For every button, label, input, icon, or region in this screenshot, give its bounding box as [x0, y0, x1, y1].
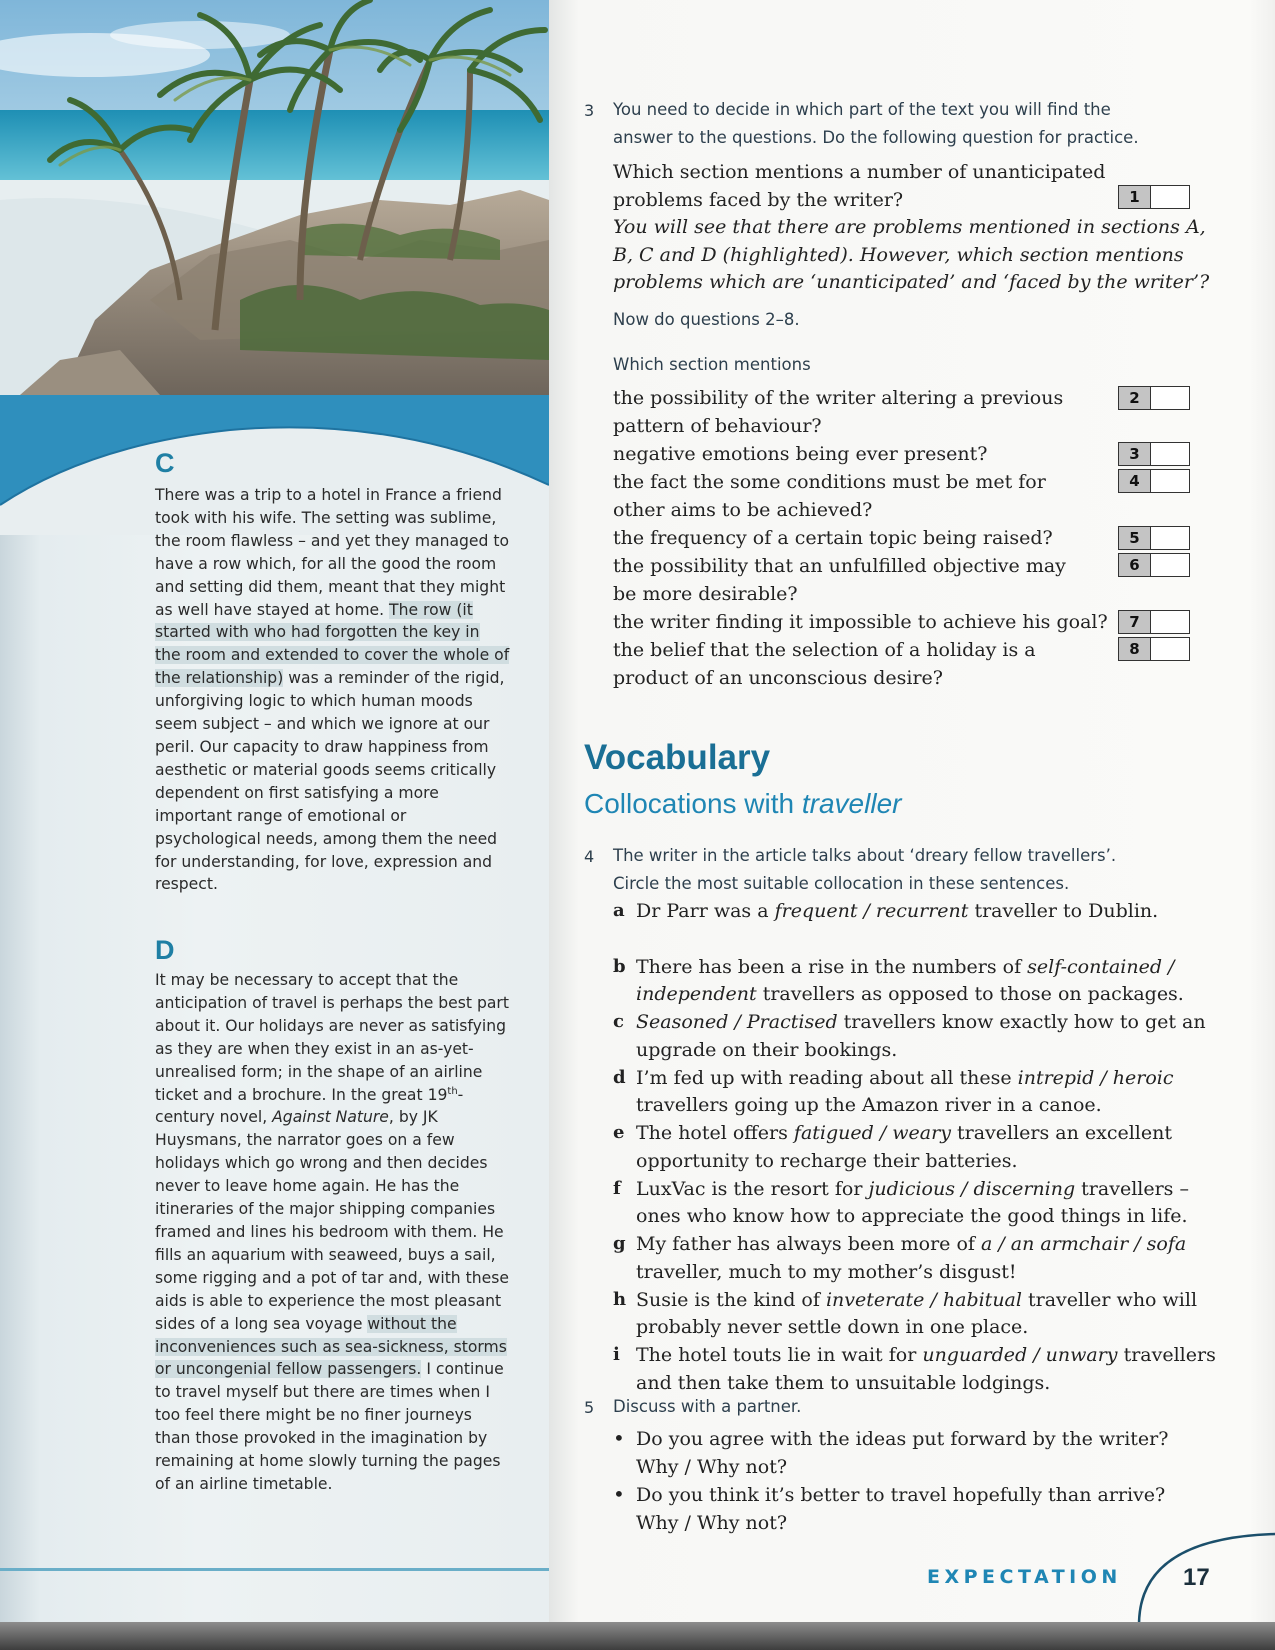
- collocation-options[interactable]: inveterate / habitual: [825, 1288, 1022, 1311]
- sentence-fragment: and then take them to unsuitable lodgings.: [636, 1371, 1051, 1394]
- item-letter: d: [613, 1066, 626, 1088]
- collocation-sentence-line: [636, 1203, 1188, 1231]
- question-5-instruction: Discuss with a partner.: [613, 1397, 802, 1416]
- collocation-sentence-line: [636, 1065, 1174, 1093]
- item-letter: i: [613, 1344, 620, 1365]
- collocation-sentence-line: [636, 1370, 1050, 1398]
- collocation-sentence-line: [636, 898, 1158, 926]
- answer-box-3[interactable]: 3: [1118, 442, 1190, 466]
- bullet-marker: •: [613, 1482, 625, 1506]
- collocation-options[interactable]: judicious / discerning: [868, 1177, 1076, 1200]
- sentence-fragment: upgrade on their bookings.: [636, 1038, 898, 1061]
- answer-box-8[interactable]: 8: [1118, 637, 1190, 661]
- page-number: 17: [1183, 1564, 1210, 1591]
- collocation-sentence-line: [636, 1287, 1197, 1315]
- question-item-6: the possibility that an unfulfilled objective may be more desirable?: [613, 555, 1066, 605]
- item-letter: g: [613, 1233, 626, 1254]
- answer-box-1[interactable]: 1: [1118, 185, 1190, 209]
- bullet-marker: •: [613, 1426, 625, 1450]
- answer-box-6[interactable]: 6: [1118, 553, 1190, 577]
- sentence-fragment: The hotel offers: [636, 1122, 794, 1144]
- left-page: [0, 0, 549, 1622]
- item-letter: b: [613, 955, 626, 977]
- collocation-options[interactable]: intrepid / heroic: [1017, 1066, 1174, 1089]
- sentence-fragment: travellers know exactly how to get an: [837, 1011, 1206, 1033]
- footer-rule: [0, 1568, 549, 1571]
- sentence-fragment: My father has always been more of: [636, 1233, 981, 1255]
- sentence-fragment: travellers as opposed to those on packages.: [756, 983, 1184, 1005]
- item-letter: h: [613, 1288, 627, 1310]
- sentence-fragment: travellers an excellent: [950, 1122, 1172, 1144]
- collocation-sentence-line: [636, 981, 1184, 1009]
- collocation-sentence-line: [636, 1342, 1216, 1370]
- collocation-options[interactable]: independent: [636, 983, 757, 1005]
- sentence-fragment: I’m fed up with reading about all these: [636, 1066, 1018, 1089]
- question-4-instruction: The writer in the article talks about ‘dreary fellow travellers’. Circle the most suitable collocation in these sentences.: [613, 846, 1117, 893]
- question-item-8: the belief that the selection of a holiday is a product of an unconscious desire?: [613, 639, 1036, 689]
- collocation-options[interactable]: Seasoned / Practised: [636, 1011, 838, 1033]
- sentence-fragment: travellers: [1117, 1344, 1216, 1366]
- question-3-instruction: You need to decide in which part of the text you will find the answer to the questions. Do the following question for practice.: [613, 100, 1139, 147]
- sentence-fragment: opportunity to recharge their batteries.: [636, 1149, 1018, 1172]
- section-c-heading: C: [155, 448, 175, 478]
- section-d-text: It may be necessary to accept that the anticipation of travel is perhaps the best part about it. Our holidays are never as satisfying as they are when they exist in an as-yet-unrealised form; in the shape of an airline ticket and a brochure. In the great 19th-century novel, Against Nature, by JK Huysmans, the narrator goes on a few holidays which go wrong and then decides never to leave home again. He has the itineraries of the major shipping companies framed and lines his bedroom with them. He fills an aquarium with seaweed, buys a sail, some rigging and a pot of tar and, with these aids is able to experience the most pleasant sides of a long sea voyage without the inconveniences such as sea-sickness, storms or uncongenial fellow passengers. I continue to travel myself but there are times when I too feel there might be no finer journeys than those provoked in the imagination by remaining at home slowly turning the pages of an airline timetable.: [155, 971, 509, 1493]
- sentence-fragment: probably never settle down in one place.: [636, 1316, 1029, 1338]
- item-letter: e: [613, 1122, 625, 1143]
- sentence-fragment: There has been a rise in the numbers of: [636, 955, 1028, 978]
- section-c-text: There was a trip to a hotel in France a friend took with his wife. The setting was sublime, the room flawless – and yet they managed to have a row which, for all the good the room and setting did them, meant that they might as well have stayed at home. The row (it started with who had forgotten the key in the room and extended to cover the whole of the relationship) was a reminder of the rigid, unforgiving logic to which human moods seem subject – and which we ignore at our peril. Our capacity to draw happiness from aesthetic or material goods seems critically dependent on first satisfying a more important range of emotional or psychological needs, among them the need for understanding, for love, expression and respect.: [155, 486, 510, 894]
- example-question: Which section mentions a number of unanticipated problems faced by the writer?: [613, 161, 1106, 211]
- sentence-fragment: travellers –: [1075, 1177, 1189, 1200]
- question-item-7: the writer finding it impossible to achieve his goal?: [613, 611, 1108, 633]
- beach-photo: [0, 0, 549, 395]
- sentence-fragment: traveller to Dublin.: [968, 900, 1159, 922]
- question-3-number: 3: [584, 101, 595, 120]
- collocation-sentence-line: [636, 1176, 1189, 1204]
- collocation-sentence-line: [636, 1092, 1102, 1120]
- section-d-heading: D: [155, 935, 175, 965]
- item-letter: f: [613, 1177, 621, 1199]
- vocabulary-subheading: Collocations with traveller: [584, 788, 902, 819]
- sentence-fragment: The hotel touts lie in wait for: [636, 1344, 923, 1366]
- collocation-sentence-line: [636, 1314, 1028, 1342]
- scan-edge: [0, 1622, 1275, 1650]
- collocation-options[interactable]: a / an armchair / sofa: [980, 1233, 1187, 1255]
- question-item-4: the fact the some conditions must be met for other aims to be achieved?: [613, 471, 1046, 521]
- now-do-instruction: Now do questions 2–8.: [613, 310, 800, 329]
- example-hint: You will see that there are problems mentioned in sections A, B, C and D (highlighted). However, which section mentions problems which are ‘unanticipated’ and ‘faced by the writer’?: [613, 216, 1210, 293]
- discussion-item-2: Do you think it’s better to travel hopefully than arrive? Why / Why not?: [636, 1484, 1166, 1534]
- collocation-sentence-line: [636, 954, 1174, 982]
- question-5-number: 5: [584, 1398, 595, 1417]
- collocation-sentence-line: [636, 1148, 1018, 1176]
- collocation-options[interactable]: fatigued / weary: [793, 1122, 951, 1144]
- collocation-sentence-line: [636, 1259, 1016, 1287]
- collocation-sentence-line: [636, 1120, 1172, 1148]
- question-item-5: the frequency of a certain topic being raised?: [613, 527, 1053, 549]
- answer-box-7[interactable]: 7: [1118, 610, 1190, 634]
- collocation-options[interactable]: unguarded / unwary: [922, 1344, 1118, 1366]
- item-letter: a: [613, 900, 625, 921]
- answer-box-2[interactable]: 2: [1118, 386, 1190, 410]
- collocation-sentence-line: [636, 1231, 1186, 1259]
- sentence-fragment: travellers going up the Amazon river in a canoe.: [636, 1094, 1102, 1116]
- item-letter: c: [613, 1011, 624, 1032]
- sentence-fragment: LuxVac is the resort for: [636, 1177, 869, 1200]
- unit-name: EXPECTATION: [927, 1566, 1122, 1588]
- sentence-fragment: traveller who will: [1021, 1288, 1198, 1311]
- vocabulary-heading: Vocabulary: [584, 738, 771, 777]
- sentence-fragment: traveller, much to my mother’s disgust!: [636, 1260, 1017, 1283]
- answer-box-4[interactable]: 4: [1118, 469, 1190, 493]
- question-item-3: negative emotions being ever present?: [613, 443, 988, 465]
- question-4-number: 4: [584, 847, 595, 866]
- sentence-fragment: Dr Parr was a: [636, 900, 775, 922]
- collocation-sentence-line: [636, 1009, 1206, 1037]
- collocation-options[interactable]: self-contained /: [1027, 955, 1175, 978]
- discussion-item-1: Do you agree with the ideas put forward by the writer? Why / Why not?: [636, 1428, 1169, 1478]
- collocation-options[interactable]: frequent / recurrent: [774, 900, 969, 922]
- question-item-2: the possibility of the writer altering a previous pattern of behaviour?: [613, 387, 1064, 437]
- answer-box-5[interactable]: 5: [1118, 526, 1190, 550]
- which-section-label: Which section mentions: [613, 355, 811, 374]
- sentence-fragment: ones who know how to appreciate the good things in life.: [636, 1205, 1188, 1227]
- sentence-fragment: Susie is the kind of: [636, 1288, 826, 1311]
- collocation-sentence-line: [636, 1037, 897, 1065]
